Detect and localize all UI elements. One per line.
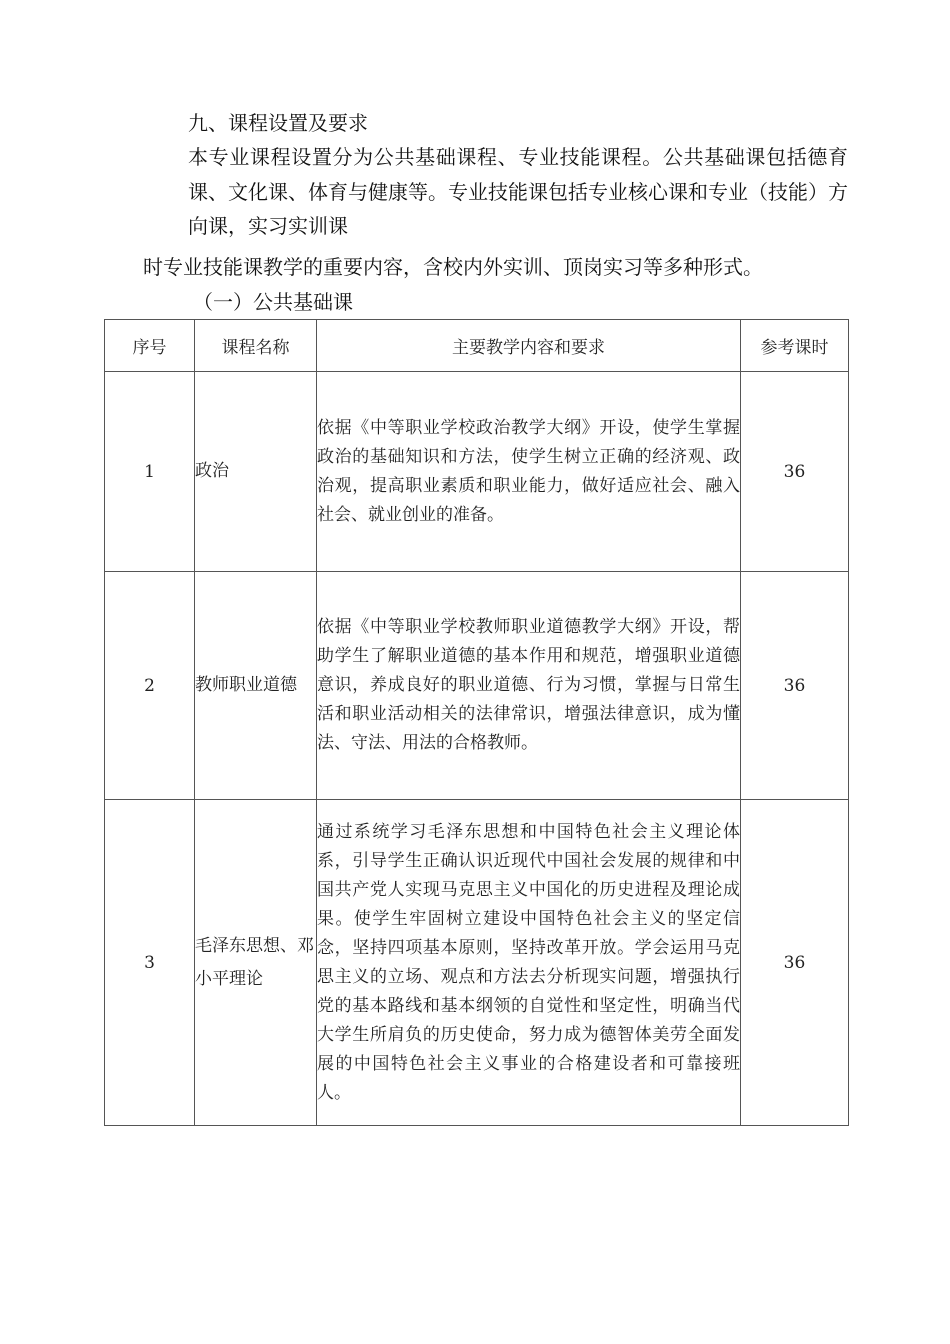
section-heading: 九、课程设置及要求 xyxy=(188,111,368,135)
cell-course-name: 政治 xyxy=(195,372,317,572)
cell-course-name: 教师职业道德 xyxy=(195,572,317,800)
table-row xyxy=(105,800,849,1126)
cell-content: 依据《中等职业学校政治教学大纲》开设，使学生掌握政治的基础知识和方法，使学生树立正确的经济观、政治观，提高职业素质和职业能力，做好适应社会、融入社会、就业创业的准备。 xyxy=(317,372,741,572)
header-hours: 参考课时 xyxy=(741,320,849,372)
cell-no: 1 xyxy=(105,372,195,572)
cell-no: 2 xyxy=(105,572,195,800)
header-no: 序号 xyxy=(105,320,195,372)
intro-paragraph: 本专业课程设置分为公共基础课程、专业技能课程。公共基础课包括德育课、文化课、体育与健康等。专业技能课包括专业核心课和专业（技能）方向课，实习实训课 xyxy=(188,145,848,238)
subsection-heading: （一）公共基础课 xyxy=(193,290,353,314)
cell-content: 通过系统学习毛泽东思想和中国特色社会主义理论体系，引导学生正确认识近现代中国社会发展的规律和中国共产党人实现马克思主义中国化的历史进程及理论成果。使学生牢固树立建设中国特色社会主义的坚定信念，坚持四项基本原则，坚持改革开放。学会运用马克思主义的立场、观点和方法去分析现实问题，增强执行党的基本路线和基本纲领的自觉性和坚定性，明确当代大学生所肩负的历史使命，努力成为德智体美劳全面发展的中国特色社会主义事业的合格建设者和可靠接班人。 xyxy=(317,800,741,1126)
table-row xyxy=(105,372,849,572)
table-row xyxy=(105,572,849,800)
continuation-line: 时专业技能课教学的重要内容，含校内外实训、顶岗实习等多种形式。 xyxy=(143,255,763,279)
header-course-name: 课程名称 xyxy=(195,320,317,372)
cell-hours: 36 xyxy=(741,372,849,572)
cell-hours: 36 xyxy=(741,800,849,1126)
header-content: 主要教学内容和要求 xyxy=(317,320,741,372)
course-table xyxy=(104,319,849,1126)
cell-course-name: 毛泽东思想、邓小平理论 xyxy=(195,800,317,1126)
cell-hours: 36 xyxy=(741,572,849,800)
cell-no: 3 xyxy=(105,800,195,1126)
cell-content: 依据《中等职业学校教师职业道德教学大纲》开设，帮助学生了解职业道德的基本作用和规范，增强职业道德意识，养成良好的职业道德、行为习惯，掌握与日常生活和职业活动相关的法律常识，增强法律意识，成为懂法、守法、用法的合格教师。 xyxy=(317,572,741,800)
table-header-row xyxy=(105,320,849,372)
